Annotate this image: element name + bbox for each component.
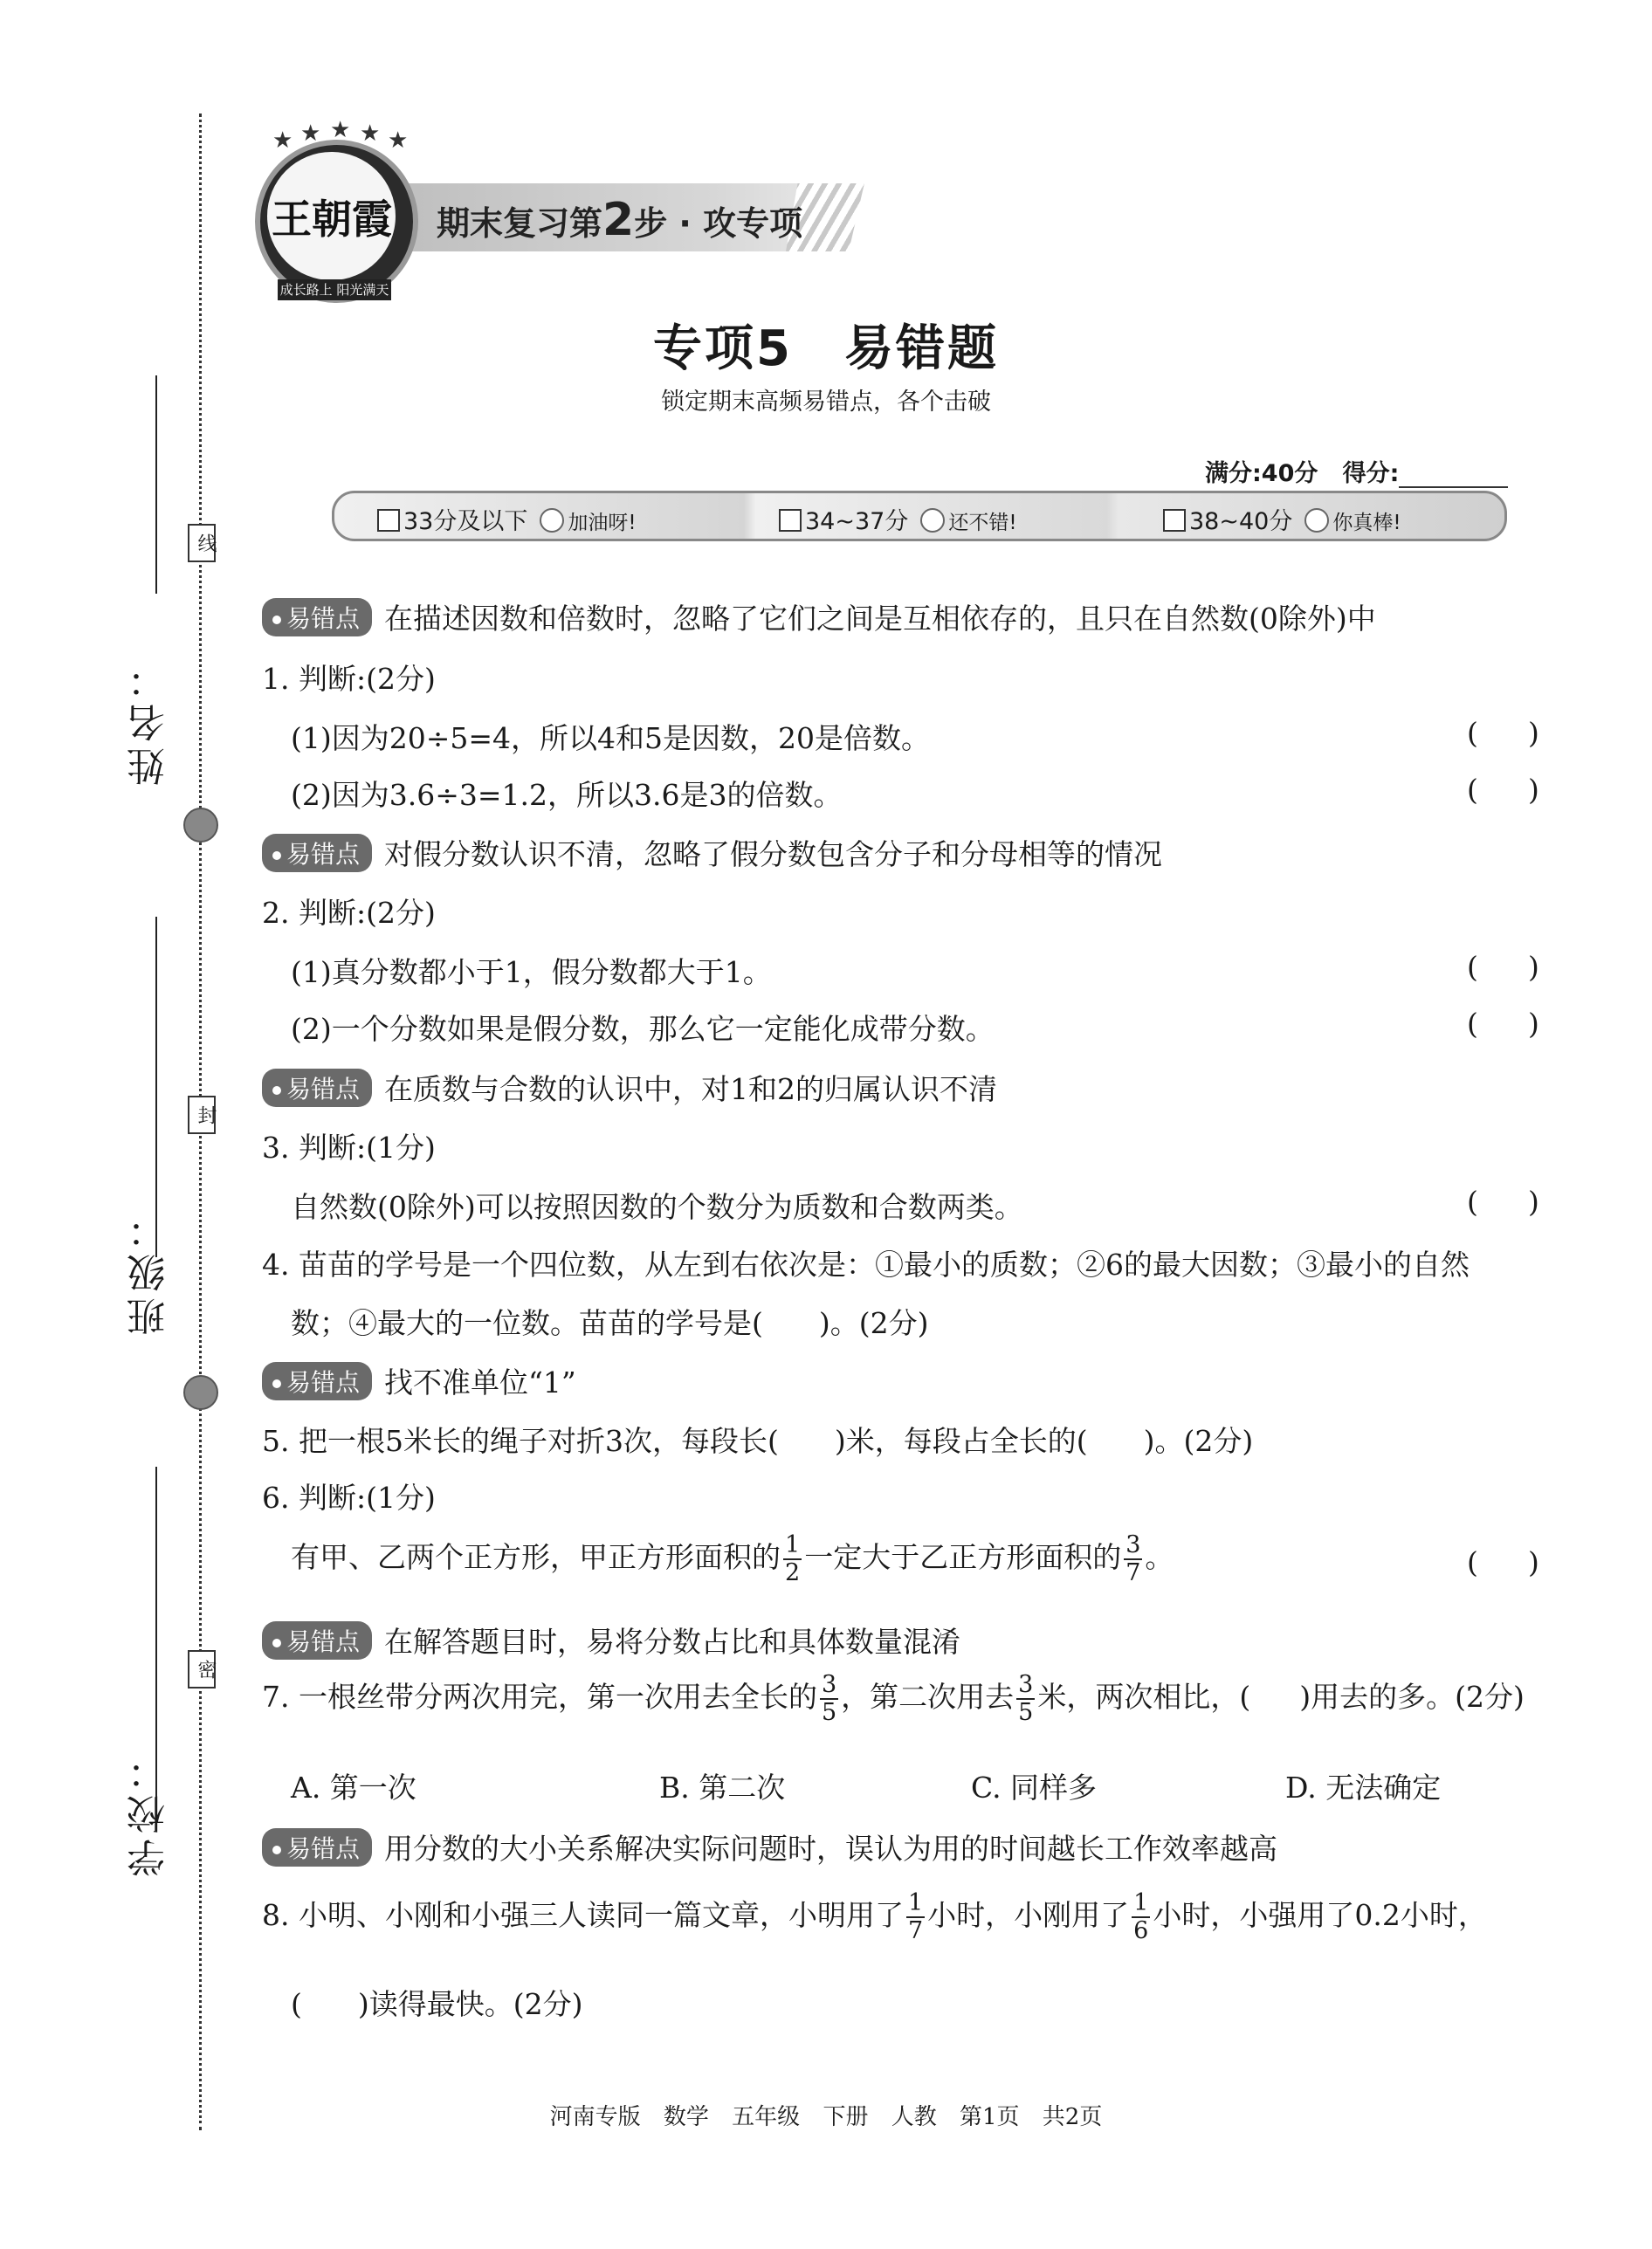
answer-paren[interactable]: ( ) [1467,1185,1539,1219]
seal-seal-char: 封 [188,1096,216,1134]
error-tip-5: 易错点 在解答题目时，易将分数占比和具体数量混淆 [262,1620,960,1661]
score-blank[interactable] [1399,464,1508,488]
q6-item: 有甲、乙两个正方形，甲正方形面积的 $\frac{1}{2}$ 一定大于乙正方形面积的 $\frac{3}{7}$ 。 [291,1531,1174,1586]
q7-option-d[interactable]: D. 无法确定 [1285,1771,1442,1805]
q3-item: 自然数(0除外)可以按照因数的个数分为质数和合数两类。 [291,1190,1023,1224]
fraction: $\frac{3}{5}$ [1018,1671,1034,1726]
q7-option-b[interactable]: B. 第二次 [659,1771,786,1805]
q6-stem: 6. 判断:(1分) [262,1481,436,1515]
q7-stem: 7. 一根丝带分两次用完，第一次用去全长的 $\frac{3}{5}$ ，第二次用去 $\frac{3}{5}$ 米，两次相比，( )用去的多。(2分) [262,1671,1525,1726]
answer-paren[interactable]: ( ) [1467,716,1539,750]
star-icon: ★ [360,120,381,147]
q5-line: 5. 把一根5米长的绳子对折3次，每段长( )米，每段占全长的( )。(2分) [262,1424,1254,1458]
grade-checkbox[interactable] [779,509,802,532]
fraction: $\frac{3}{7}$ [1125,1531,1141,1586]
error-tip-2: 易错点 对假分数认识不清，忽略了假分数包含分子和分母相等的情况 [262,832,1162,873]
q1-stem: 1. 判断:(2分) [262,662,436,696]
q2-stem: 2. 判断:(2分) [262,896,436,930]
star-icon: ★ [330,117,351,143]
error-tag: 易错点 [262,1069,372,1107]
page-title: 专项5 易错题 [653,320,999,377]
answer-paren[interactable]: ( ) [1467,1007,1539,1041]
fraction: $\frac{3}{5}$ [821,1671,837,1726]
grade-checkbox[interactable] [377,509,400,532]
q4-line-2: 数；④最大的一位数。苗苗的学号是( )。(2分) [291,1306,929,1340]
error-tip-4: 易错点 找不准单位“1” [262,1360,576,1401]
answer-paren[interactable]: ( ) [1467,773,1539,807]
q1-item-b: (2)因为3.6÷3=1.2，所以3.6是3的倍数。 [291,778,843,812]
error-tip-3: 易错点 在质数与合数的认识中，对1和2的归属认识不清 [262,1067,997,1108]
q3-stem: 3. 判断:(1分) [262,1131,436,1165]
q4-line-1: 4. 苗苗的学号是一个四位数，从左到右依次是：①最小的质数；②6的最大因数；③最小的自然 [262,1248,1470,1282]
q8-line-1: 8. 小明、小刚和小强三人读同一篇文章，小明用了 $\frac{1}{7}$ 小时，小刚用了 $\frac{1}{6}$ 小时，小强用了0.2小时， [262,1889,1487,1944]
error-tag: 易错点 [262,1621,372,1660]
logo-brand-name: 王朝霞 [272,196,392,243]
q7-option-c[interactable]: C. 同样多 [971,1771,1098,1805]
binding-circle-mark [183,1375,218,1410]
smiley-icon [920,508,945,533]
star-icon: ★ [300,120,321,147]
error-tag: 易错点 [262,834,372,872]
school-label: 学校： [127,1746,172,1877]
smiley-icon [1304,508,1329,533]
q2-item-b: (2)一个分数如果是假分数，那么它一定能化成带分数。 [291,1012,995,1046]
error-tag: 易错点 [262,1828,372,1867]
score-line: 满分:40分 得分: [1205,454,1508,488]
seal-close-char: 密 [188,1650,216,1688]
q7-option-a[interactable]: A. 第一次 [291,1771,416,1805]
answer-paren[interactable]: ( ) [1467,950,1539,984]
header-band-text: 期末复习第2步 · 攻专项 [437,194,803,246]
q8-line-2: ( )读得最快。(2分) [291,1987,583,2021]
smiley-icon [540,508,564,533]
page-subtitle: 锁定期末高频易错点，各个击破 [661,389,991,416]
q2-item-a: (1)真分数都小于1，假分数都大于1。 [291,955,772,989]
grade-checkbox[interactable] [1163,509,1186,532]
seal-line-char: 线 [188,524,216,562]
error-tag: 易错点 [262,598,372,636]
logo-ribbon: 成长路上 阳光满天 [278,279,391,300]
fraction: $\frac{1}{2}$ [785,1531,801,1586]
page-footer: 河南专版 数学 五年级 下册 人教 第1页 共2页 [549,2104,1103,2130]
error-tag: 易错点 [262,1362,372,1400]
grade-item-2: 34~37分 还不错! [779,502,1017,536]
name-label: 姓名： [127,655,172,786]
q1-item-a: (1)因为20÷5=4，所以4和5是因数，20是倍数。 [291,721,931,755]
class-label: 班级： [127,1205,172,1336]
answer-paren[interactable]: ( ) [1467,1545,1539,1579]
error-tip-6: 易错点 用分数的大小关系解决实际问题时，误认为用的时间越长工作效率越高 [262,1826,1277,1867]
star-icon: ★ [272,127,293,154]
binding-circle-mark [183,808,218,843]
fraction: $\frac{1}{7}$ [907,1889,924,1944]
error-tip-1: 易错点 在描述因数和倍数时，忽略了它们之间是互相依存的，且只在自然数(0除外)中 [262,596,1376,637]
fraction: $\frac{1}{6}$ [1133,1889,1149,1944]
star-icon: ★ [388,127,409,154]
grade-item-3: 38~40分 你真棒! [1163,502,1401,536]
grade-item-1: 33分及以下 加油呀! [377,502,637,536]
